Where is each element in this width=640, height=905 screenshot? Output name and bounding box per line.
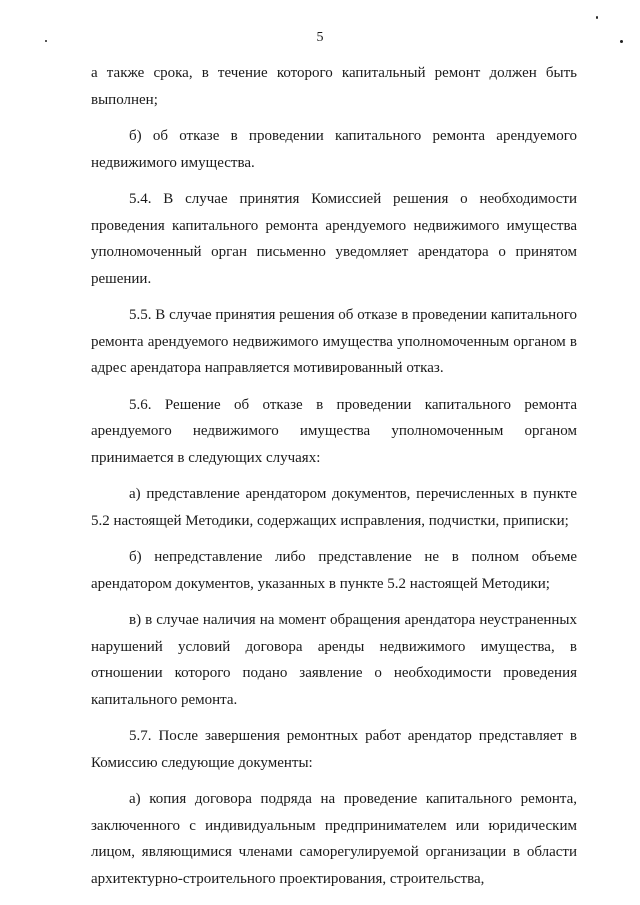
scan-speck — [45, 40, 47, 42]
page-number: 5 — [316, 30, 324, 45]
paragraph: б) об отказе в проведении капитального ремонта арендуемого недвижимого имущества. — [91, 128, 577, 171]
paragraph: а также срока, в течение которого капитальный ремонт должен быть выполнен; — [91, 65, 577, 108]
paragraph: а) копия договора подряда на проведение капитального ремонта, заключенного с индивидуальным предпринимателем или юридическим лицом, являющимися членами саморегулируемой организации в области архитектурно-строительного проектирования, строительства, — [91, 791, 577, 887]
scan-speck — [620, 40, 623, 43]
paragraph: 5.6. Решение об отказе в проведении капитального ремонта арендуемого недвижимого имущества уполномоченным органом принимается в следующих случаях: — [91, 396, 577, 466]
paragraph: 5.4. В случае принятия Комиссией решения о необходимости проведения капитального ремонта арендуемого недвижимого имущества уполномоченный орган письменно уведомляет арендатора о принятом решении. — [91, 191, 577, 287]
paragraph: а) представление арендатором документов, перечисленных в пункте 5.2 настоящей Методики, содержащих исправления, подчистки, приписки; — [91, 486, 577, 529]
paragraph: в) в случае наличия на момент обращения арендатора неустраненных нарушений условий договора аренды недвижимого имущества, в отношении которого подано заявление о необходимости проведения капитального ремонта. — [91, 612, 577, 708]
paragraph: 5.7. После завершения ремонтных работ арендатор представляет в Комиссию следующие документы: — [91, 728, 577, 771]
scan-speck — [596, 16, 598, 19]
paragraph: 5.5. В случае принятия решения об отказе в проведении капитального ремонта арендуемого недвижимого имущества уполномоченным органом в адрес арендатора направляется мотивированный отказ. — [91, 307, 577, 376]
paragraph: б) непредставление либо представление не в полном объеме арендатором документов, указанных в пункте 5.2 настоящей Методики; — [91, 549, 577, 592]
document-body — [91, 60, 577, 902]
